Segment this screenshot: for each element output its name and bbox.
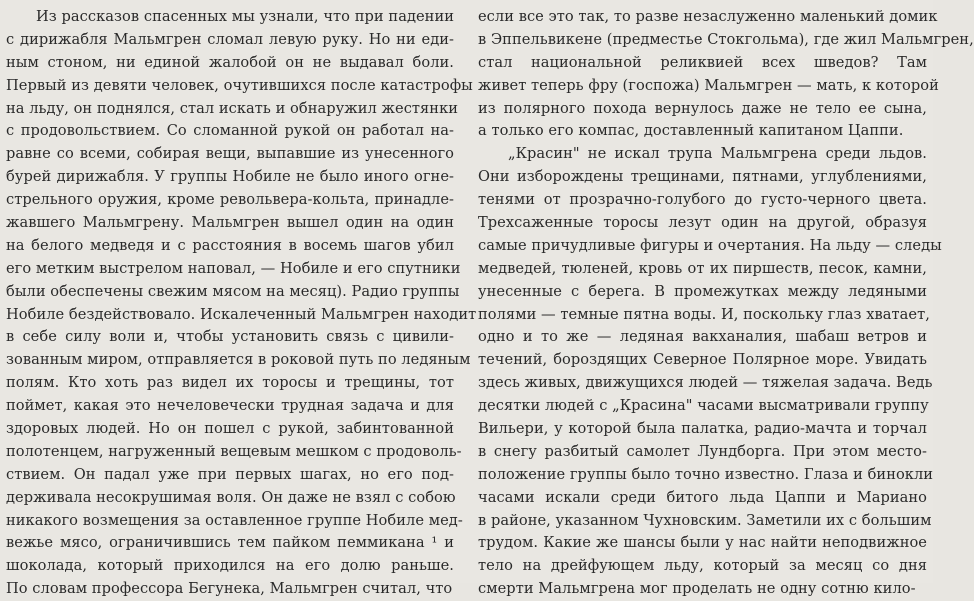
text-line: жавшего Мальмгрену. Мальмгрен вышел один на один bbox=[6, 214, 454, 232]
text-line: были обеспечены свежим мясом на месяц). Радио группы bbox=[6, 282, 460, 300]
text-line: Первый из девяти человек, очутившихся после катастрофы bbox=[6, 76, 473, 94]
text-line: его метким выстрелом наповал, — Нобиле и его спутники bbox=[6, 259, 461, 277]
text-line: здоровых людей. Но он пошел с рукой, забинтованной bbox=[6, 420, 454, 438]
text-line: ным стоном, ни единой жалобой он не выдавал боли. bbox=[6, 53, 454, 71]
text-line: с дирижабля Мальмгрен сломал левую руку. Но ни еди- bbox=[6, 30, 454, 48]
left-column bbox=[6, 6, 477, 601]
text-line: равне со всеми, собирая вещи, выпавшие из унесенного bbox=[6, 145, 454, 163]
text-line: часами искали среди битого льда Цаппи и Мариано bbox=[478, 488, 927, 506]
text-line: трудом. Какие же шансы были у нас найти неподвижное bbox=[478, 534, 927, 552]
text-line: в Эппельвикене (предместье Стокгольма), где жил Мальмгрен, bbox=[478, 30, 974, 48]
text-line: Трехсаженные торосы лезут один на другой, образуя bbox=[478, 214, 927, 232]
text-line: полотенцем, нагруженный вещевым мешком с продоволь- bbox=[6, 442, 462, 460]
text-line: Вильери, у которой была палатка, радио-мачта и торчал bbox=[478, 420, 927, 438]
text-line: положение группы было точно известно. Глаза и бинокли bbox=[478, 465, 934, 483]
text-line: полями — темные пятна воды. И, поскольку глаз хватает, bbox=[478, 305, 930, 323]
text-line: ствием. Он падал уже при первых шагах, но его под- bbox=[6, 465, 454, 483]
text-line: самые причудливые фигуры и очертания. На льду — следы bbox=[478, 236, 942, 254]
text-line: полям. Кто хоть раз видел их торосы и трещины, тот bbox=[6, 374, 454, 392]
text-line: течений, бороздящих Северное Полярное море. Увидать bbox=[478, 351, 927, 369]
text-line: а только его компас, доставленный капитаном Цаппи. bbox=[478, 122, 904, 140]
text-line: в снегу разбитый самолет Лундборга. При этом место- bbox=[478, 442, 927, 460]
text-line: из полярного похода вернулось даже не тело ее сына, bbox=[478, 99, 927, 117]
text-line: Из рассказов спасенных мы узнали, что при падении bbox=[36, 8, 454, 25]
right-column bbox=[478, 6, 974, 601]
text-line: шоколада, который приходился на его долю раньше. bbox=[6, 557, 454, 575]
text-line: поймет, какая это нечеловечески трудная задача и для bbox=[6, 397, 454, 415]
text-line: тело на дрейфующем льду, который за месяц со дня bbox=[478, 557, 927, 575]
text-line: здесь живых, движущихся людей — тяжелая задача. Ведь bbox=[478, 374, 933, 392]
text-line: зованным миром, отправляется в роковой путь по ледяным bbox=[6, 351, 471, 369]
text-line: По словам профессора Бегунека, Мальмгрен считал, что bbox=[6, 580, 453, 598]
text-line: с продовольствием. Со сломанной рукой он работал на- bbox=[6, 122, 454, 140]
text-line: в районе, указанном Чухновским. Заметили их с большим bbox=[478, 511, 932, 529]
text-line: десятки людей с „Красина" часами высматривали группу bbox=[478, 397, 929, 415]
text-line: держивала несокрушимая воля. Он даже не взял с собою bbox=[6, 488, 456, 506]
text-line: живет теперь фру (госпожа) Мальмгрен — мать, к которой bbox=[478, 76, 939, 94]
text-line: вежье мясо, ограничившись тем пайком пеммикана ¹ и bbox=[6, 534, 454, 552]
text-line: стрельного оружия, кроме револьвера-кольта, принадле- bbox=[6, 191, 454, 209]
text-line: унесенные с берега. В промежутках между ледяными bbox=[478, 282, 927, 300]
text-line: одно и то же — ледяная вакханалия, шабаш ветров и bbox=[478, 328, 927, 346]
text-line: тенями от прозрачно-голубого до густо-черного цвета. bbox=[478, 191, 927, 209]
text-line: если все это так, то разве незаслуженно маленький домик bbox=[478, 8, 938, 25]
text-line: бурей дирижабля. У группы Нобиле не было иного огне- bbox=[6, 168, 454, 186]
text-line: на белого медведя и с расстояния в восемь шагов убил bbox=[6, 236, 454, 254]
text-line: никакого возмещения за оставленное группе Нобиле мед- bbox=[6, 511, 463, 529]
text-line: на льду, он поднялся, стал искать и обнаружил жестянки bbox=[6, 99, 459, 117]
text-line: Нобиле бездействовало. Искалеченный Мальмгрен находит bbox=[6, 305, 477, 323]
text-line: Они изборождены трещинами, пятнами, углублениями, bbox=[478, 168, 927, 186]
text-line: в себе силу воли и, чтобы установить связь с цивили- bbox=[6, 328, 454, 346]
text-line: стал национальной реликвией всех шведов? Там bbox=[478, 53, 927, 71]
text-line: медведей, тюленей, кровь от их пиршеств, песок, камни, bbox=[478, 259, 927, 277]
text-line: „Красин" не искал трупа Мальмгрена среди льдов. bbox=[508, 145, 927, 163]
text-line: смерти Мальмгрена мог проделать не одну сотню кило- bbox=[478, 580, 916, 598]
